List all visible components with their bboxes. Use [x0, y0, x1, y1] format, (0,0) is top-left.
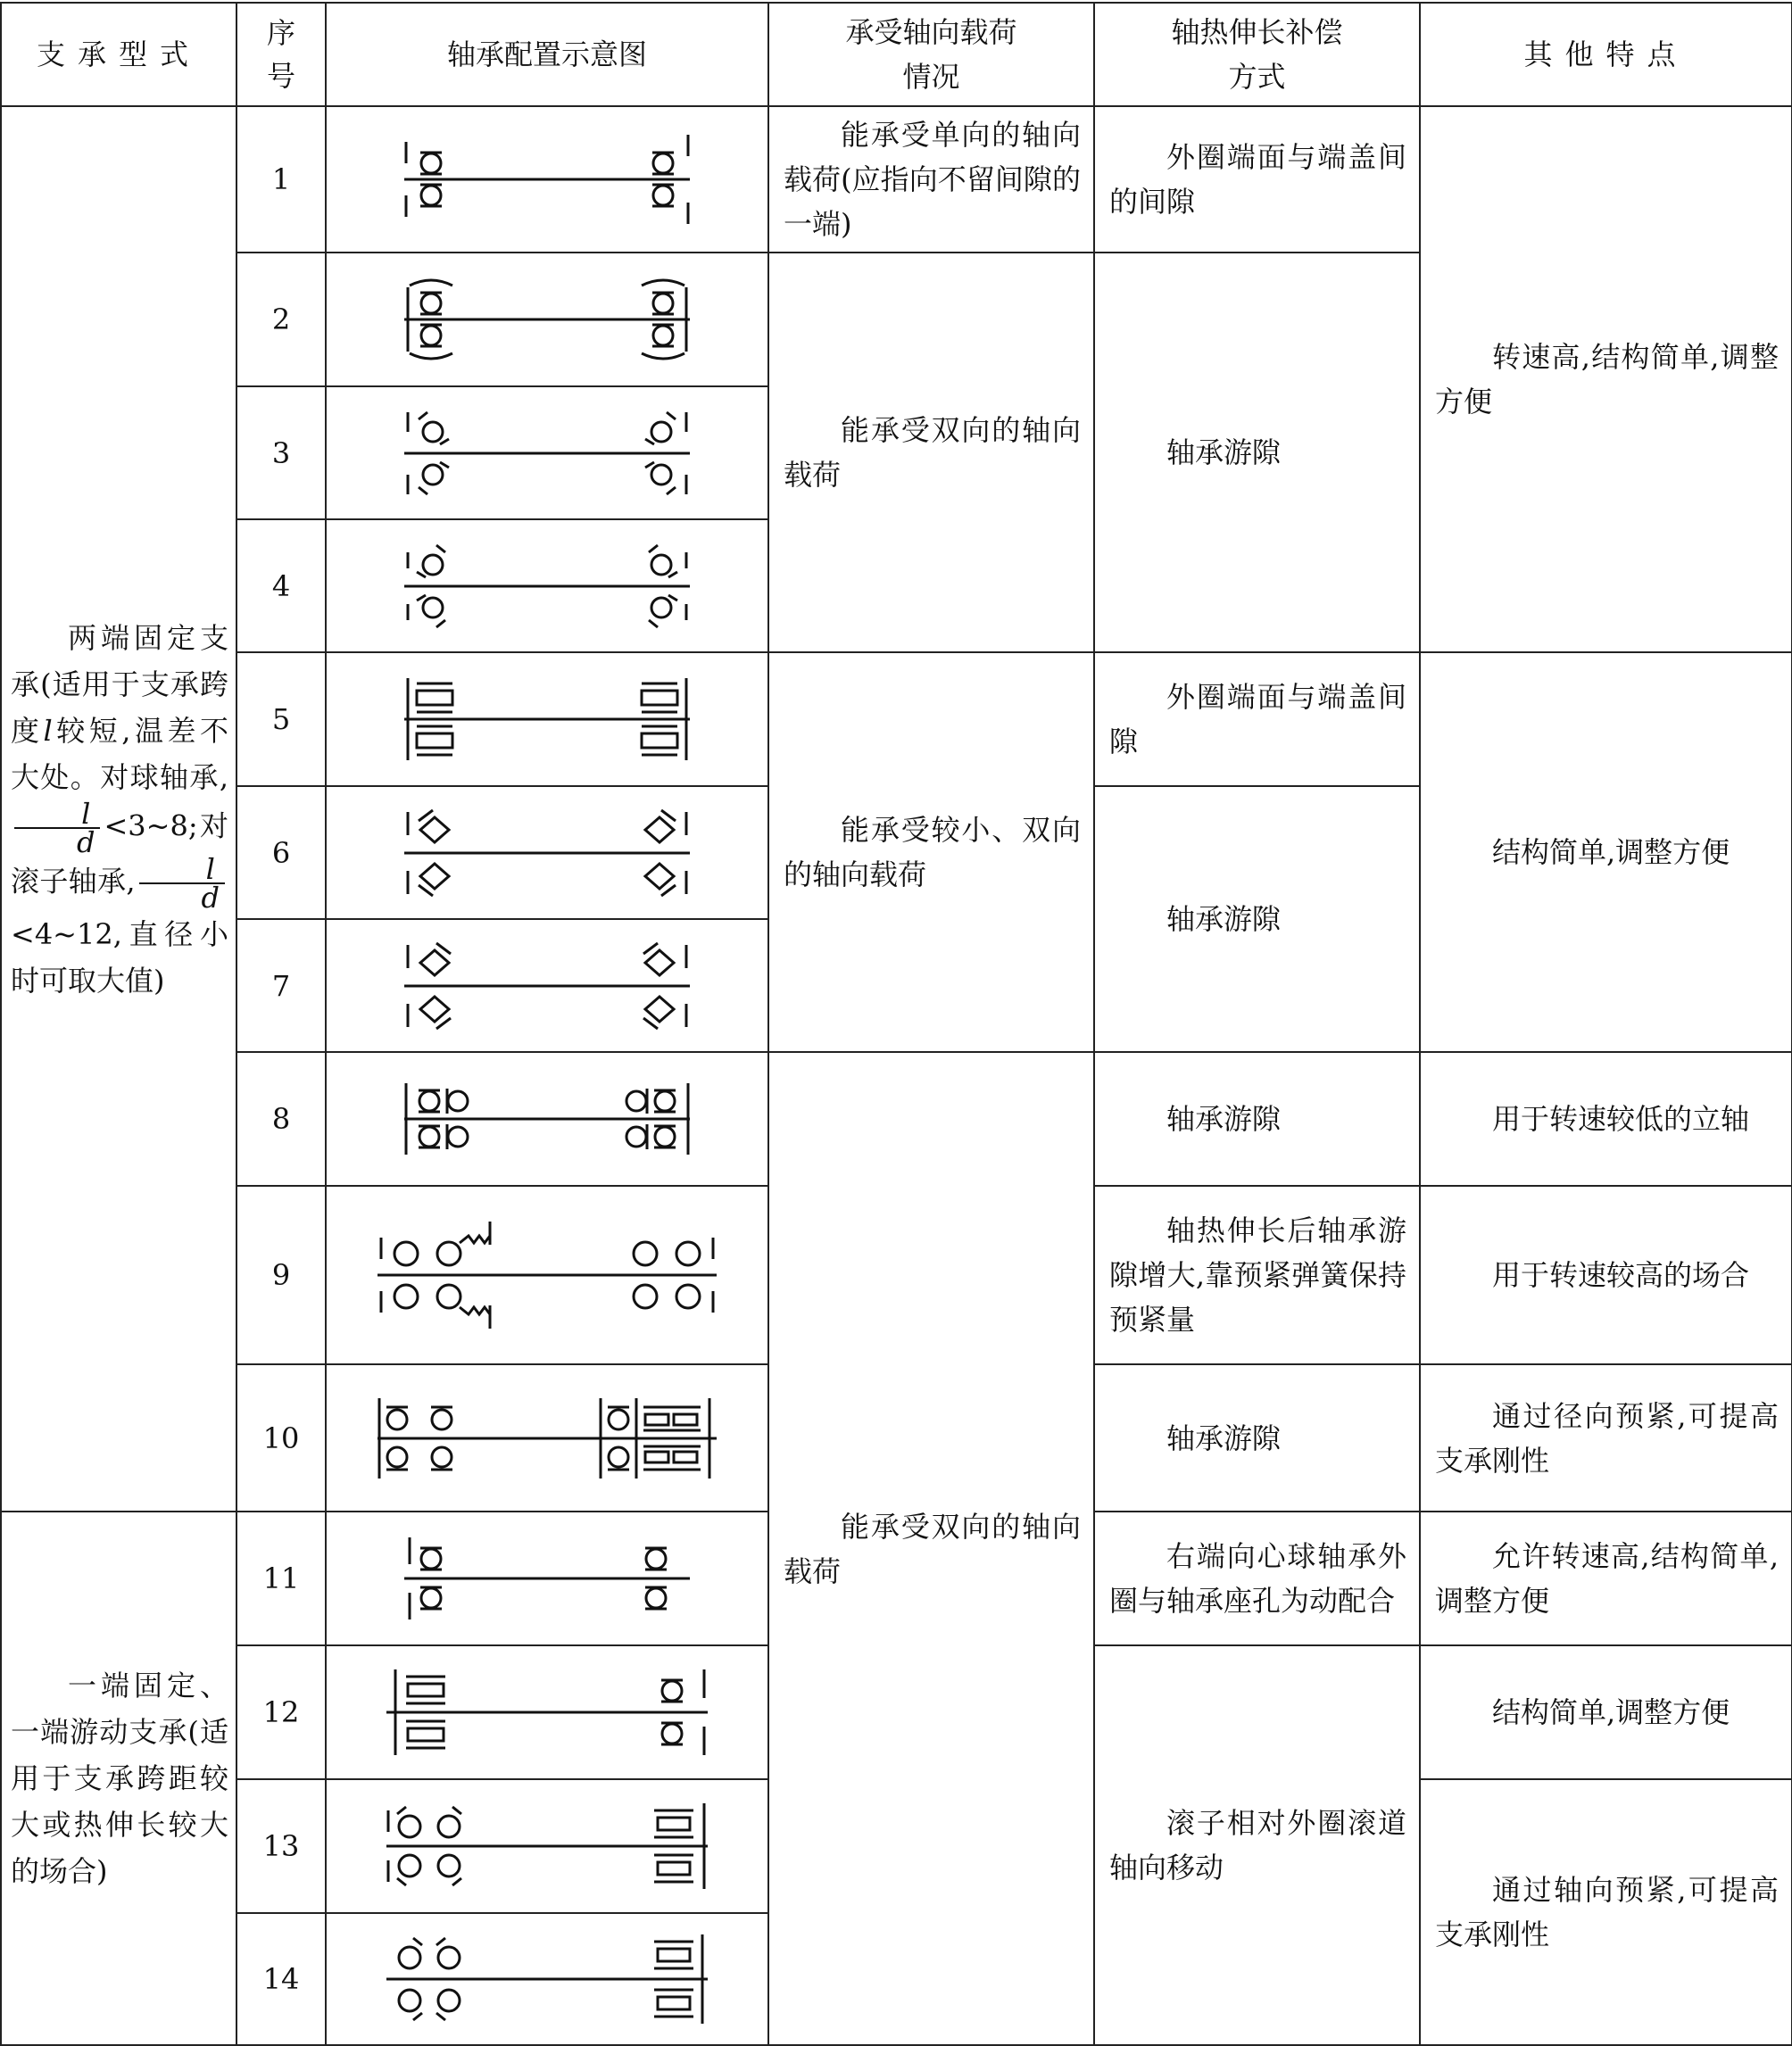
axial-load-cell: 能承受单向的轴向载荷(应指向不留间隙的一端): [768, 106, 1094, 253]
bearing-diagram-icon: [377, 266, 717, 373]
row-number: 5: [236, 652, 326, 786]
bearing-config-table: [0, 2, 1792, 2046]
axial-load-cell: 能承受双向的轴向载荷: [768, 1052, 1094, 2045]
diagram-5: [326, 652, 768, 786]
other-features-cell: 结构简单,调整方便: [1420, 1645, 1792, 1779]
other-features-cell: 允许转速高,结构简单,调整方便: [1420, 1512, 1792, 1645]
row-number: 14: [236, 1913, 326, 2045]
table-row: [1, 652, 1792, 786]
row-number: 2: [236, 253, 326, 386]
header-diagram: 轴承配置示意图: [326, 3, 768, 106]
bearing-diagram-icon: [377, 533, 717, 640]
bearing-diagram-icon: [369, 1793, 726, 1900]
diagram-9: [326, 1186, 768, 1364]
diagram-2: [326, 253, 768, 386]
header-support-type: 支承型式: [1, 3, 236, 106]
row-number: 6: [236, 786, 326, 919]
bearing-diagram-icon: [377, 932, 717, 1040]
bearing-diagram-icon: [377, 799, 717, 907]
ratio-fraction: $\frac{l}{d}$: [139, 856, 225, 911]
compensation-cell: 右端向心球轴承外圈与轴承座孔为动配合: [1094, 1512, 1420, 1645]
diagram-13: [326, 1779, 768, 1913]
row-number: 1: [236, 106, 326, 253]
compensation-cell: 外圈端面与端盖间隙: [1094, 652, 1420, 786]
row-number: 11: [236, 1512, 326, 1645]
compensation-cell: 轴承游隙: [1094, 253, 1420, 652]
other-features-cell: 通过轴向预紧,可提高支承刚性: [1420, 1779, 1792, 2045]
header-number: 序号: [236, 3, 326, 106]
table-row: [1, 1052, 1792, 1186]
compensation-cell: 轴热伸长后轴承游隙增大,靠预紧弹簧保持预紧量: [1094, 1186, 1420, 1364]
compensation-cell: 轴承游隙: [1094, 1364, 1420, 1512]
compensation-cell: 外圈端面与端盖间的间隙: [1094, 106, 1420, 253]
row-number: 12: [236, 1645, 326, 1779]
compensation-cell: 滚子相对外圈滚道轴向移动: [1094, 1645, 1420, 2045]
ratio-fraction: $\frac{l}{d}$: [14, 800, 100, 856]
diagram-11: [326, 1512, 768, 1645]
table-row: [1, 106, 1792, 253]
diagram-7: [326, 919, 768, 1052]
bearing-diagram-icon: [360, 1204, 734, 1346]
diagram-1: [326, 106, 768, 253]
header-axial-load: 承受轴向载荷情况: [768, 3, 1094, 106]
row-number: 9: [236, 1186, 326, 1364]
axial-load-cell: 能承受较小、双向的轴向载荷: [768, 652, 1094, 1052]
row-number: 8: [236, 1052, 326, 1186]
other-features-cell: 通过径向预紧,可提高支承刚性: [1420, 1364, 1792, 1512]
bearing-diagram-icon: [377, 1065, 717, 1172]
bearing-diagram-icon: [360, 1380, 734, 1496]
support-type-both-fixed: 两端固定支承(适用于支承跨度l较短,温差不大处。对球轴承, $\frac{l}{d}$ <3~8;对滚子轴承, $\frac{l}{d}$ <4~12,直径小时可取大值): [1, 106, 236, 1512]
bearing-diagram-icon: [369, 1659, 726, 1766]
axial-load-cell: 能承受双向的轴向载荷: [768, 253, 1094, 652]
diagram-12: [326, 1645, 768, 1779]
support-type-one-fixed: 一端固定、一端游动支承(适用于支承跨距较大或热伸长较大的场合): [1, 1512, 236, 2045]
diagram-14: [326, 1913, 768, 2045]
other-features-cell: 用于转速较高的场合: [1420, 1186, 1792, 1364]
diagram-10: [326, 1364, 768, 1512]
bearing-diagram-icon: [369, 1926, 726, 2033]
row-number: 7: [236, 919, 326, 1052]
header-thermal-compensation: 轴热伸长补偿方式: [1094, 3, 1420, 106]
header-row: [1, 3, 1792, 106]
header-other-features: 其他特点: [1420, 3, 1792, 106]
bearing-diagram-icon: [377, 1525, 717, 1632]
row-number: 10: [236, 1364, 326, 1512]
bearing-diagram-icon: [377, 666, 717, 773]
bearing-diagram-icon: [377, 126, 717, 233]
diagram-4: [326, 519, 768, 652]
bearing-diagram-icon: [377, 400, 717, 507]
row-number: 3: [236, 386, 326, 519]
diagram-6: [326, 786, 768, 919]
row-number: 4: [236, 519, 326, 652]
compensation-cell: 轴承游隙: [1094, 1052, 1420, 1186]
diagram-3: [326, 386, 768, 519]
diagram-8: [326, 1052, 768, 1186]
other-features-cell: 转速高,结构简单,调整方便: [1420, 106, 1792, 652]
other-features-cell: 结构简单,调整方便: [1420, 652, 1792, 1052]
row-number: 13: [236, 1779, 326, 1913]
other-features-cell: 用于转速较低的立轴: [1420, 1052, 1792, 1186]
compensation-cell: 轴承游隙: [1094, 786, 1420, 1052]
